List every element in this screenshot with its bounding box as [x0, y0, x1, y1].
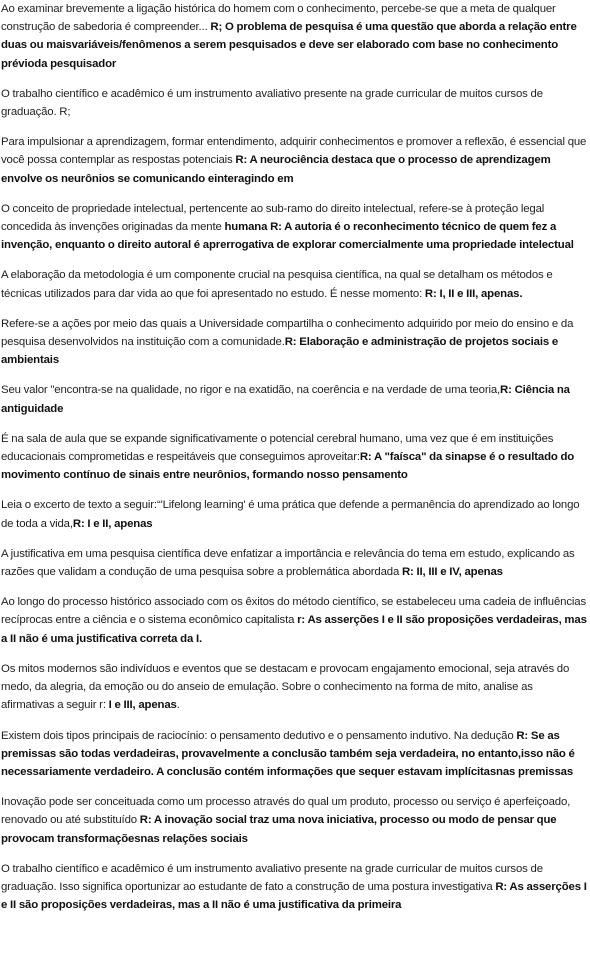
qa-paragraph-9: [1, 496, 587, 532]
qa-paragraph-3: [1, 133, 587, 188]
qa-paragraph-2: [1, 85, 587, 121]
qa-paragraph-5: [1, 266, 587, 302]
question-text: Ao examinar brevemente a ligação histórica do homem com o conhecimento, percebe-se que a meta de qualquer construção de sabedoria é compreender...: [1, 3, 556, 34]
trailing-period: .: [176, 699, 180, 712]
question-text: O trabalho científico e acadêmico é um instrumento avaliativo presente na grade curricular de muitos cursos de graduação. R;: [1, 87, 543, 119]
answer-text: I e III, apenas: [108, 699, 177, 712]
answer-text: r: As asserções I e II são proposições verdadeiras, mas a II não é uma justificativa correta da I.: [1, 614, 587, 645]
answer-text: R: II, III e IV, apenas: [401, 566, 503, 579]
question-text: A elaboração da metodologia é um componente crucial na pesquisa científica, na qual se detalham os métodos e técnicas utilizados para dar vida ao que foi apresentado no estudo. É nesse momento:: [1, 269, 553, 300]
qa-paragraph-6: [1, 315, 587, 370]
question-text: O conceito de propriedade intelectual, pertencente ao sub-ramo do direito intelectual, refere-se à proteção legal concedida às invenções originadas da mente: [1, 202, 545, 234]
question-text: A justificativa em uma pesquisa científica deve enfatizar a importância e relevância do tema em estudo, explicando as razões que validam a condução de uma pesquisa sobre a problemática abordada: [1, 547, 575, 579]
answer-text: R: Se as premissas são todas verdadeiras, provavelmente a conclusão também seja verdadeira, no entanto,isso não é necessariamente verdadeiro. A conclusão contém informações que sequer estavam implícitasnas premissas: [1, 729, 575, 778]
question-text: Existem dois tipos principais de raciocínio: o pensamento dedutivo e o pensamento indutivo. Na dedução: [1, 729, 517, 742]
answer-text: R: Elaboração e administração de projetos sociais e ambientais: [1, 336, 559, 367]
qa-paragraph-12: [1, 660, 587, 715]
answer-text: R: A "faísca" da sinapse é o resultado do movimento contínuo de sinais entre neurônios, formando nosso pensamento: [1, 451, 575, 482]
question-text: O trabalho científico e acadêmico é um instrumento avaliativo presente na grade curricular de muitos cursos de graduação. Isso significa oportunizar ao estudante de fato a construção de uma postura investigativa: [1, 862, 543, 893]
question-text: Leia o excerto de texto a seguir:“'Lifelong learning' é uma prática que defende a permanência do aprendizado ao longo de toda a vida,: [1, 499, 580, 530]
question-text: Seu valor "encontra-se na qualidade, no rigor e na exatidão, na coerência e na verdade de uma teoria,: [1, 384, 501, 397]
question-text: É na sala de aula que se expande significativamente o potencial cerebral humano, uma vez que é em instituições educacionais comprometidas e respeitáveis que conseguimos aproveitar:: [1, 432, 554, 464]
answer-text: R: I, II e III, apenas.: [424, 287, 523, 300]
answer-text: R; O problema de pesquisa é uma questão que aborda a relação entre duas ou maisvariáveis/fenômenos a serem pesquisados e deve ser elaborado com base no conhecimento prévioda pesquisador: [1, 21, 577, 70]
qa-paragraph-8: [1, 430, 587, 485]
question-text: Ao longo do processo histórico associado com os êxitos do método científico, se estabeleceu uma cadeia de influências recíprocas entre a ciência e o sistema econômico capitalista: [1, 596, 587, 627]
qa-paragraph-10: [1, 545, 587, 581]
question-text: Os mitos modernos são indivíduos e eventos que se destacam e provocam engajamento emocional, seja através do medo, da alegria, da emoção ou do anseio de emulação. Sobre o conhecimento na forma de mito, analise as afirmativas a seguir r:: [1, 662, 570, 712]
question-text: Inovação pode ser conceituada como um processo através do qual um produto, processo ou serviço é aperfeiçoado, renovado ou até substituído: [1, 796, 571, 827]
answer-text: R: A neurociência destaca que o processo de aprendizagem envolve os neurônios se comunicando einteragindo em: [1, 154, 551, 185]
qa-paragraph-14: [1, 793, 587, 848]
answer-text: R: I e II, apenas: [72, 517, 153, 530]
qa-paragraph-7: [1, 381, 587, 417]
qa-paragraph-15: [1, 860, 587, 915]
qa-paragraph-11: [1, 593, 587, 648]
question-text: Para impulsionar a aprendizagem, formar entendimento, adquirir conhecimentos e promover a reflexão, é essencial que você possa contemplar as respostas potenciais: [1, 136, 587, 167]
qa-paragraph-13: [1, 727, 587, 782]
answer-text: R: A inovação social traz uma nova iniciativa, processo ou modo de pensar que provocam transformaçõesnas relações sociais: [1, 814, 557, 845]
answer-text: R: Ciência na antiguidade: [1, 384, 570, 415]
question-text: Refere-se a ações por meio das quais a Universidade compartilha o conhecimento adquirido por meio do ensino e da pesquisa desenvolvidos na instituição com a comunidade.: [1, 317, 574, 349]
qa-paragraph-1: [1, 0, 587, 73]
qa-paragraph-4: [1, 200, 587, 255]
answer-text: humana R: A autoria é o reconhecimento técnico de quem fez a invenção, enquanto o direito autoral é aprerrogativa de explorar comercialmente uma propriedade intelectual: [1, 221, 574, 252]
answer-text: R: As asserções I e II são proposições verdadeiras, mas a II não é uma justificativa da primeira: [1, 880, 587, 912]
